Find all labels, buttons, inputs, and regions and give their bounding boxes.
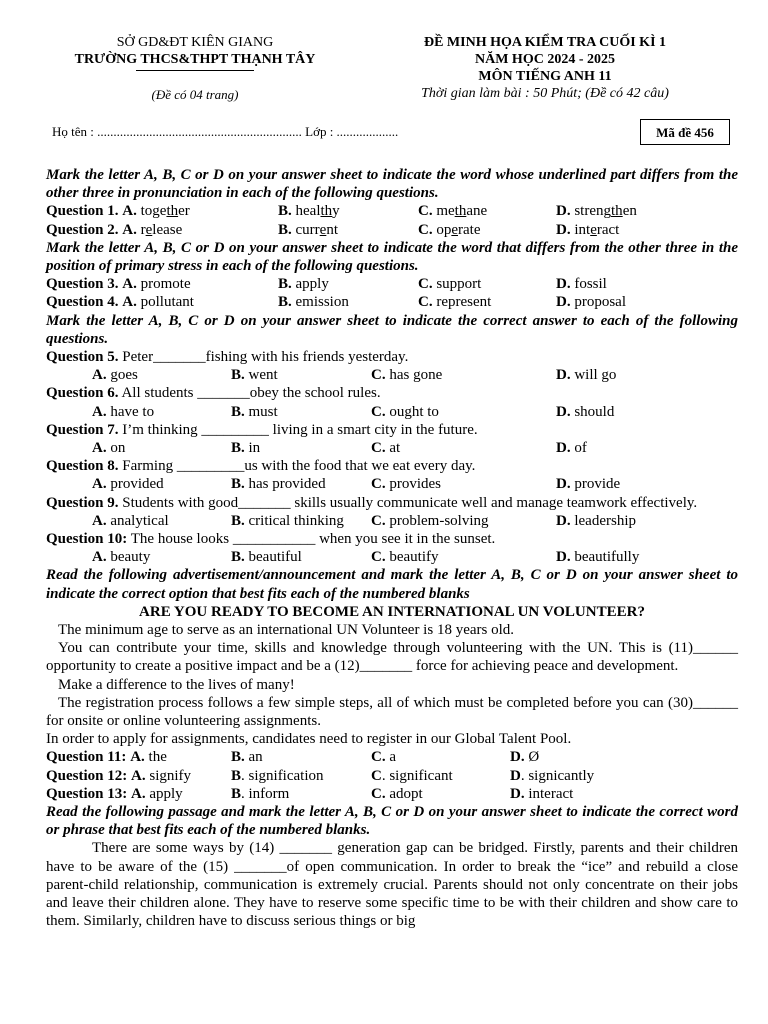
option-text: leadership xyxy=(570,512,636,529)
option-letter: C. xyxy=(418,221,437,238)
underlined-part: e xyxy=(451,221,459,238)
divider xyxy=(136,70,254,71)
option-text: has gone xyxy=(385,367,443,384)
question-11 xyxy=(46,748,738,766)
option-text: en xyxy=(622,203,637,220)
question-5-options xyxy=(46,366,738,384)
option-text: heal xyxy=(295,203,321,220)
instruction-correct-answer: Mark the letter A, B, C or D on your answer sheet to indicate the correct answer to each of the following questions. xyxy=(46,312,738,347)
question-label: Question 6. xyxy=(46,385,119,402)
option-text: y xyxy=(332,203,340,220)
option-letter: D. xyxy=(510,785,525,802)
option-letter: B. xyxy=(231,403,245,420)
option-text: nt xyxy=(326,221,339,238)
advertisement-paragraph: The minimum age to serve as an international UN Volunteer is 18 years old. xyxy=(58,621,515,638)
option-text: beautifully xyxy=(570,549,640,566)
option-text: r xyxy=(140,221,146,238)
option-text: critical thinking xyxy=(244,512,344,529)
option-text: er xyxy=(178,203,190,220)
department-name: SỞ GD&ĐT KIÊN GIANG xyxy=(116,35,274,50)
school-year: NĂM HỌC 2024 - 2025 xyxy=(475,52,615,67)
option-text: curr xyxy=(295,221,320,238)
option-letter: B. xyxy=(231,367,245,384)
option-text: on xyxy=(106,439,126,456)
advertisement-paragraph: In order to apply for assignments, candidates need to register in our Global Talent Pool. xyxy=(46,731,572,748)
option-letter: D. xyxy=(556,512,571,529)
option-letter: B xyxy=(231,767,242,784)
question-label: Question 13: xyxy=(46,785,128,802)
option-text: ane xyxy=(466,203,488,220)
option-text: fossil xyxy=(570,276,607,293)
question-6-stem xyxy=(46,384,738,402)
option-letter: C. xyxy=(371,749,386,766)
option-letter: C. xyxy=(371,367,386,384)
option-letter: C xyxy=(371,767,382,784)
option-text: of xyxy=(570,439,587,456)
option-letter: C. xyxy=(371,549,386,566)
option-letter: A. xyxy=(92,512,107,529)
option-text: beauty xyxy=(106,549,151,566)
underlined-part: e xyxy=(590,221,597,238)
question-label: Question 4. xyxy=(46,294,119,311)
option-text: beautify xyxy=(385,549,439,566)
option-text: have to xyxy=(106,403,155,420)
instruction-stress: Mark the letter A, B, C or D on your answer sheet to indicate the word that differs from the other three in the position of primary stress in each of the following questions. xyxy=(46,239,738,274)
option-letter: B. xyxy=(278,221,296,238)
option-text: an xyxy=(244,749,263,766)
option-text: op xyxy=(436,221,452,238)
question-6-options xyxy=(46,403,738,421)
question-10-stem xyxy=(46,530,738,548)
option-text: represent xyxy=(432,294,492,311)
option-letter: B. xyxy=(231,476,245,493)
question-label: Question 2. xyxy=(46,221,119,238)
option-letter: C. xyxy=(418,294,433,311)
option-text: toge xyxy=(140,203,167,220)
option-letter: C. xyxy=(371,476,386,493)
option-text: will go xyxy=(570,367,617,384)
advertisement-paragraph: Make a difference to the lives of many! xyxy=(58,676,295,693)
option-letter: A. xyxy=(122,221,141,238)
option-text: beautiful xyxy=(244,549,302,566)
option-letter: C. xyxy=(371,512,386,529)
advertisement-title: ARE YOU READY TO BECOME AN INTERNATIONAL UN VOLUNTEER? xyxy=(139,603,645,620)
question-9-options xyxy=(46,512,738,530)
underlined-part: e xyxy=(145,221,153,238)
question-10-options xyxy=(46,548,738,566)
option-letter: D. xyxy=(556,276,571,293)
option-text: . signification xyxy=(241,767,324,784)
option-text: ract xyxy=(596,221,620,238)
option-text: apply xyxy=(291,276,329,293)
option-letter: B. xyxy=(231,512,245,529)
instruction-passage: Read the following passage and mark the letter A, B, C or D on your answer sheet to indicate the correct word or phrase that best fits each of the numbered blanks. xyxy=(46,803,738,839)
option-letter: D. xyxy=(556,203,575,220)
option-letter: B. xyxy=(231,439,245,456)
option-letter: D. xyxy=(556,403,571,420)
option-letter: D. xyxy=(556,367,571,384)
option-letter: C. xyxy=(371,439,386,456)
option-letter: D. xyxy=(556,221,575,238)
question-3 xyxy=(46,275,738,293)
header-left xyxy=(40,34,350,103)
option-letter: D. xyxy=(510,749,525,766)
question-label: Question 9. xyxy=(46,494,119,511)
option-text: . signicantly xyxy=(520,767,595,784)
advertisement-paragraph: You can contribute your time, skills and knowledge through volunteering with the UN. This is (11)______ opportunity to create a positive impact and be a (12)_______ force for achieving peace and development. xyxy=(46,640,738,675)
exam-code-box: Mã đề 456 xyxy=(640,119,730,145)
option-letter: C. xyxy=(418,276,433,293)
option-text: the xyxy=(144,749,167,766)
option-letter: A. xyxy=(92,476,107,493)
option-text: promote xyxy=(136,276,191,293)
option-text: must xyxy=(244,403,278,420)
option-letter: B. xyxy=(278,203,296,220)
question-8-options xyxy=(46,475,738,493)
question-label: Question 3. xyxy=(46,276,119,293)
question-4 xyxy=(46,293,738,311)
underlined-part: th xyxy=(454,203,467,220)
option-letter: D. xyxy=(556,549,571,566)
option-letter: A. xyxy=(92,403,107,420)
option-text: adopt xyxy=(385,785,423,802)
question-label: Question 12: xyxy=(46,767,128,784)
advertisement-paragraph: The registration process follows a few simple steps, all of which must be completed before you can (30)______ for onsite or online volunteering assignments. xyxy=(46,694,738,729)
option-letter: C. xyxy=(371,785,386,802)
reading-passage: There are some ways by (14) _______ generation gap can be bridged. Firstly, parents and their children have to be aware of the (15) _______of open communication. In order to break the “ice” and rebuild a close parent-child relationship, communication is extremely crucial. Parents should not only concentrate on their jobs and leave their children alone. They have to reserve some specific time to be with their children and show care to them. Similarly, children have to discuss serious things or big xyxy=(46,840,738,930)
underlined-part: e xyxy=(319,221,327,238)
option-letter: A. xyxy=(122,203,141,220)
question-label: Question 7. xyxy=(46,421,119,438)
option-letter: A. xyxy=(131,767,146,784)
time-note: Thời gian làm bài : 50 Phút; (Đề có 42 câu) xyxy=(421,86,669,101)
option-letter: A. xyxy=(92,439,107,456)
question-13 xyxy=(46,785,738,803)
option-text: a xyxy=(385,749,397,766)
option-letter: D. xyxy=(556,476,571,493)
instruction-pronunciation: Mark the letter A, B, C or D on your answer sheet to indicate the word whose underlined part differs from the other three in pronunciation in each of the following questions. xyxy=(46,167,738,202)
option-text: provided xyxy=(106,476,164,493)
option-text: int xyxy=(574,221,591,238)
school-name: TRƯỜNG THCS&THPT THẠNH TÂY xyxy=(74,52,316,67)
option-text: ought to xyxy=(385,403,439,420)
option-text: went xyxy=(244,367,278,384)
option-letter: B. xyxy=(231,549,245,566)
option-text: provides xyxy=(385,476,442,493)
question-label: Question 8. xyxy=(46,458,119,475)
question-text: All students _______obey the school rules. xyxy=(118,385,381,402)
option-letter: B. xyxy=(278,276,292,293)
option-text: at xyxy=(385,439,401,456)
option-text: support xyxy=(432,276,482,293)
option-text: analytical xyxy=(106,512,169,529)
question-text: Farming _________us with the food that we eat every day. xyxy=(118,458,476,475)
question-7-stem xyxy=(46,421,738,439)
question-1 xyxy=(46,202,738,220)
option-letter: C. xyxy=(371,403,386,420)
question-label: Question 10: xyxy=(46,530,128,547)
option-text: should xyxy=(570,403,615,420)
question-9-stem xyxy=(46,494,738,512)
option-letter: A. xyxy=(131,785,146,802)
option-text: goes xyxy=(106,367,138,384)
question-text: Peter_______fishing with his friends yesterday. xyxy=(118,348,409,365)
option-text: pollutant xyxy=(136,294,194,311)
option-letter: B. xyxy=(231,749,245,766)
exam-title: ĐỀ MINH HỌA KIỂM TRA CUỐI KÌ 1 xyxy=(423,35,667,50)
option-text: proposal xyxy=(570,294,627,311)
option-letter: D. xyxy=(556,294,571,311)
question-5-stem xyxy=(46,348,738,366)
option-text: Ø xyxy=(524,749,540,766)
option-text: problem-solving xyxy=(385,512,489,529)
option-letter: A. xyxy=(122,276,137,293)
option-letter: B. xyxy=(278,294,292,311)
option-text: apply xyxy=(145,785,183,802)
subject: MÔN TIẾNG ANH 11 xyxy=(478,69,612,84)
option-text: emission xyxy=(291,294,349,311)
page-count-note: (Đề có 04 trang) xyxy=(151,87,239,102)
question-label: Question 11: xyxy=(46,749,127,766)
option-text: rate xyxy=(458,221,481,238)
option-text: me xyxy=(436,203,455,220)
option-text: interact xyxy=(524,785,574,802)
underlined-part: th xyxy=(166,203,179,220)
question-label: Question 1. xyxy=(46,203,119,220)
option-letter: D. xyxy=(556,439,571,456)
option-letter: D xyxy=(510,767,521,784)
option-letter: A. xyxy=(122,294,137,311)
option-text: in xyxy=(244,439,261,456)
option-letter: B xyxy=(231,785,242,802)
option-text: streng xyxy=(574,203,612,220)
option-text: . significant xyxy=(381,767,453,784)
question-8-stem xyxy=(46,457,738,475)
underlined-part: th xyxy=(611,203,623,220)
option-letter: A. xyxy=(92,367,107,384)
question-7-options xyxy=(46,439,738,457)
question-text: The house looks ___________ when you see it in the sunset. xyxy=(127,530,496,547)
underlined-part: th xyxy=(320,203,333,220)
student-name-line: Họ tên : ............................................................... Lớp : ................... xyxy=(52,124,399,139)
question-label: Question 5. xyxy=(46,348,119,365)
option-letter: A. xyxy=(130,749,145,766)
option-letter: C. xyxy=(418,203,437,220)
option-text: . inform xyxy=(241,785,290,802)
question-text: Students with good_______ skills usually communicate well and manage teamwork effectively. xyxy=(118,494,698,511)
instruction-advertisement: Read the following advertisement/announcement and mark the letter A, B, C or D on your answer sheet to indicate the correct option that best fits each of the numbered blanks xyxy=(46,567,738,602)
option-letter: A. xyxy=(92,549,107,566)
option-text: lease xyxy=(152,221,183,238)
question-2 xyxy=(46,221,738,239)
question-text: I’m thinking _________ living in a smart city in the future. xyxy=(118,421,478,438)
option-text: provide xyxy=(570,476,621,493)
option-text: has provided xyxy=(244,476,326,493)
header-right xyxy=(390,34,700,102)
option-text: signify xyxy=(145,767,192,784)
exam-body xyxy=(46,166,738,930)
question-12 xyxy=(46,767,738,785)
